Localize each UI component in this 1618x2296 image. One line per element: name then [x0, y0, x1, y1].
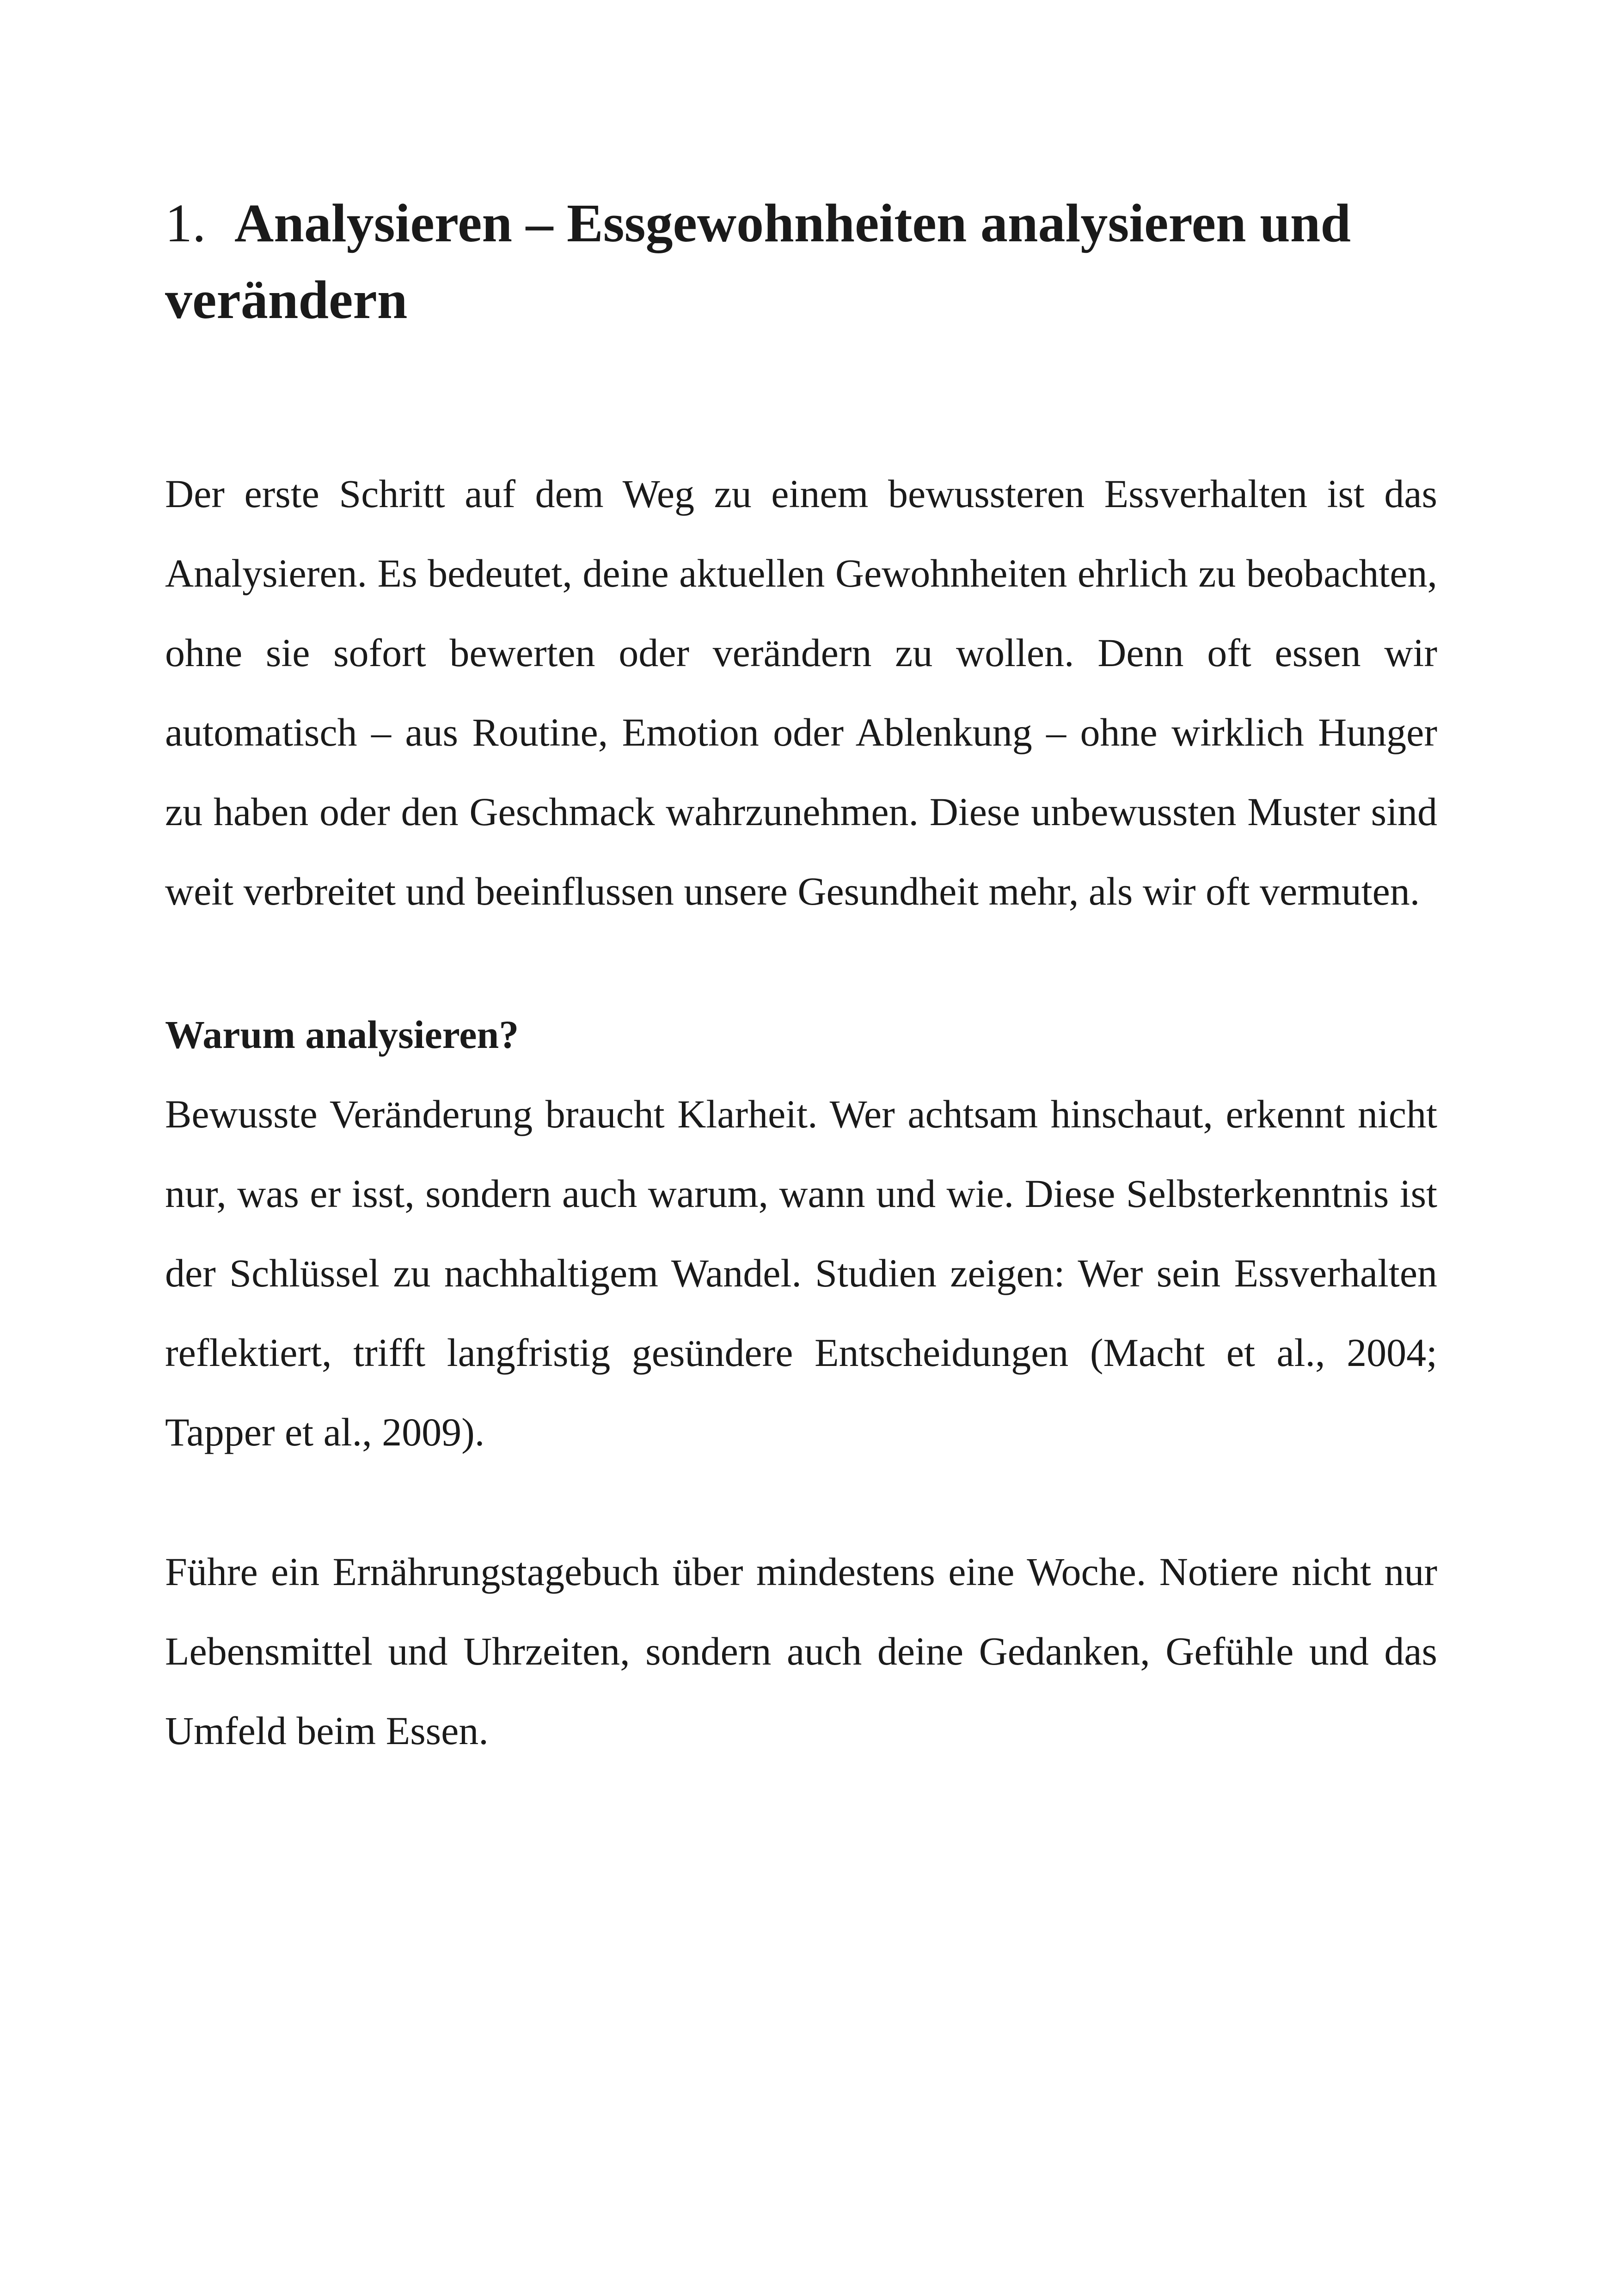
section-heading [165, 185, 1437, 338]
subheading-why: Warum analysieren? [165, 1012, 519, 1057]
document-page [165, 185, 1437, 1770]
task-paragraph: Führe ein Ernährungstagebuch über mindestens eine Woche. Notiere nicht nur Lebensmittel und Uhrzeiten, sondern auch deine Gedanken, Gefühle und das Umfeld beim Essen. [165, 1549, 1437, 1753]
section-title: Analysieren – Essgewohnheiten analysieren und verändern [165, 193, 1351, 330]
intro-paragraph: Der erste Schritt auf dem Weg zu einem bewussteren Essverhalten ist das Analysieren. Es bedeutet, deine aktuellen Gewohnheiten ehrlich zu beobachten, ohne sie sofort bewerten oder verändern zu wollen. Denn oft essen wir automatisch – aus Routine, Emotion oder Ablenkung – ohne wirklich Hunger zu haben oder den Geschmack wahrzunehmen. Diese unbewussten Muster sind weit verbreitet und beeinflussen unsere Gesundheit mehr, als wir oft vermuten. [165, 471, 1437, 913]
why-paragraph: Bewusste Veränderung braucht Klarheit. Wer achtsam hinschaut, erkennt nicht nur, was er isst, sondern auch warum, wann und wie. Diese Selbsterkenntnis ist der Schlüssel zu nachhaltigem Wandel. Studien zeigen: Wer sein Essverhalten reflektiert, trifft langfristig gesündere Entscheidungen (Macht et al., 2004; Tapper et al., 2009). [165, 1092, 1437, 1454]
section-number: 1. [165, 193, 206, 253]
